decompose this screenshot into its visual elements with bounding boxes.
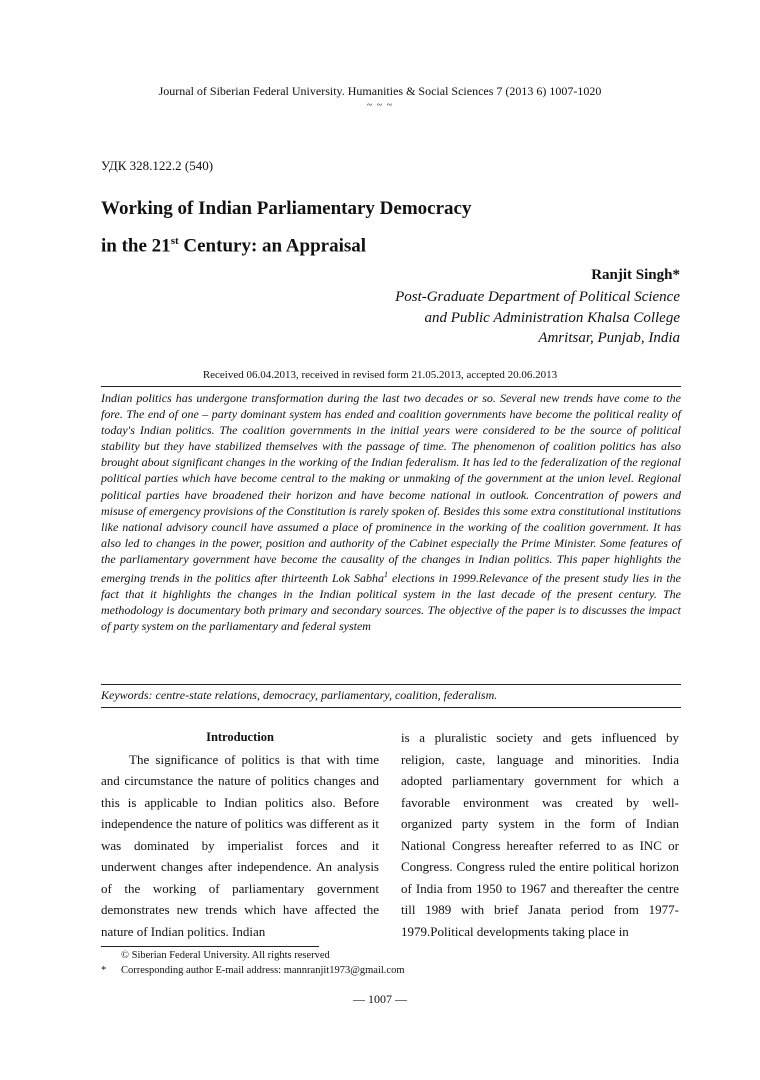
paper-title — [101, 193, 661, 262]
introduction-heading: Introduction — [206, 730, 274, 744]
author-affiliation — [260, 287, 680, 349]
title-line-2-after: Century: an Appraisal — [178, 235, 367, 257]
author-name: Ranjit Singh* — [591, 267, 680, 283]
abstract-top-rule — [101, 386, 681, 387]
journal-citation: Journal of Siberian Federal University. Humanities & Social Sciences 7 (2013 6) 1007-1020 — [158, 84, 602, 98]
body-column-right — [401, 727, 679, 942]
corresponding-author-text: Corresponding author E-mail address: mannranjit1973@gmail.com — [121, 965, 405, 976]
affiliation-line-1: Post-Graduate Department of Political Science — [395, 289, 680, 305]
title-superscript: st — [170, 235, 179, 247]
page-number: — 1007 — — [353, 992, 407, 1006]
header-separator: ~ ~ ~ — [366, 100, 394, 111]
footnote-copyright — [101, 950, 681, 961]
introduction-paragraph-right: is a pluralistic society and gets influenced by religion, caste, language and minorities. India adopted parliamentary government for which a favorable environment was created by well-organized party system in the form of Indian National Congress hereafter referred to as INC or Congress. Congress ruled the entire political horizon of India from 1950 to 1967 and thereafter the centre till 1989 with brief Janata period from 1977-1979.Political developments taking place in — [401, 730, 679, 939]
body-column-left — [101, 727, 379, 942]
footnote-rule — [101, 946, 319, 947]
affiliation-line-2: and Public Administration Khalsa College — [424, 309, 680, 326]
copyright-text: © Siberian Federal University. All rights reserved — [121, 950, 330, 961]
udk-code: УДК 328.122.2 (540) — [101, 158, 214, 173]
abstract-part-2: elections in 1999.Relevance of the present study lies in the fact that it highlights the changes in the Indian political system in the last decade of the present century. The methodology is documentary both primary and secondary sources. The objective of the paper is to discusses the impact of party system on the parliamentary and federal system — [101, 571, 681, 634]
affiliation-line-3: Amritsar, Punjab, India — [538, 330, 680, 346]
footnote-corresponding-author — [101, 965, 681, 976]
keywords-bottom-rule — [101, 707, 681, 708]
asterisk-marker: * — [101, 965, 107, 976]
title-line-1: Working of Indian Parliamentary Democracy — [101, 198, 472, 219]
abstract-footnote-marker: 1 — [383, 570, 388, 580]
title-line-2-before: in the 21 — [101, 235, 171, 257]
abstract-part-1: Indian politics has undergone transformation during the last two decades or so. Several new trends have come to the fore. The end of one – party dominant system has ended and coalition governments have become the political reality of today's Indian politics. The coalition governments in the initial years were considered to be the source of political stability but they have stabilized themselves with the passage of time. The phenomenon of coalition politics has also brought about significant changes in the working of the Indian federalism. It has led to the federalization of the regional political parties which have become central to the making or unmaking of the government at the union level. Regional political parties have broadened their horizon and have become national in outlook. Concentration of powers and misuse of emergency provisions of the Constitution is rarely spoken of. Besides this some extra constitutional institutions like national advisory council have assumed a place of prominence in the working of the coalition government. It has also led to changes in the power, position and authority of the Cabinet especially the Prime Minister. Some features of the parliamentary government have become the causality of the changes in Indian politics. This paper highlights the emerging trends in the politics after thirteenth Lok Sabha — [101, 391, 681, 586]
received-dates: Received 06.04.2013, received in revised form 21.05.2013, accepted 20.06.2013 — [202, 369, 558, 381]
keywords: Keywords: centre-state relations, democracy, parliamentary, coalition, federalism. — [101, 688, 498, 702]
keywords-top-rule — [101, 684, 681, 685]
introduction-paragraph-left: The significance of politics is that with time and circumstance the nature of politics changes and this is applicable to Indian politics also. Before independence the nature of politics was different as it was dominated by imperialist forces and it underwent changes after independence. An analysis of the working of parliamentary government demonstrates new trends which have affected the nature of Indian politics. Indian — [101, 751, 379, 939]
abstract — [101, 390, 681, 634]
